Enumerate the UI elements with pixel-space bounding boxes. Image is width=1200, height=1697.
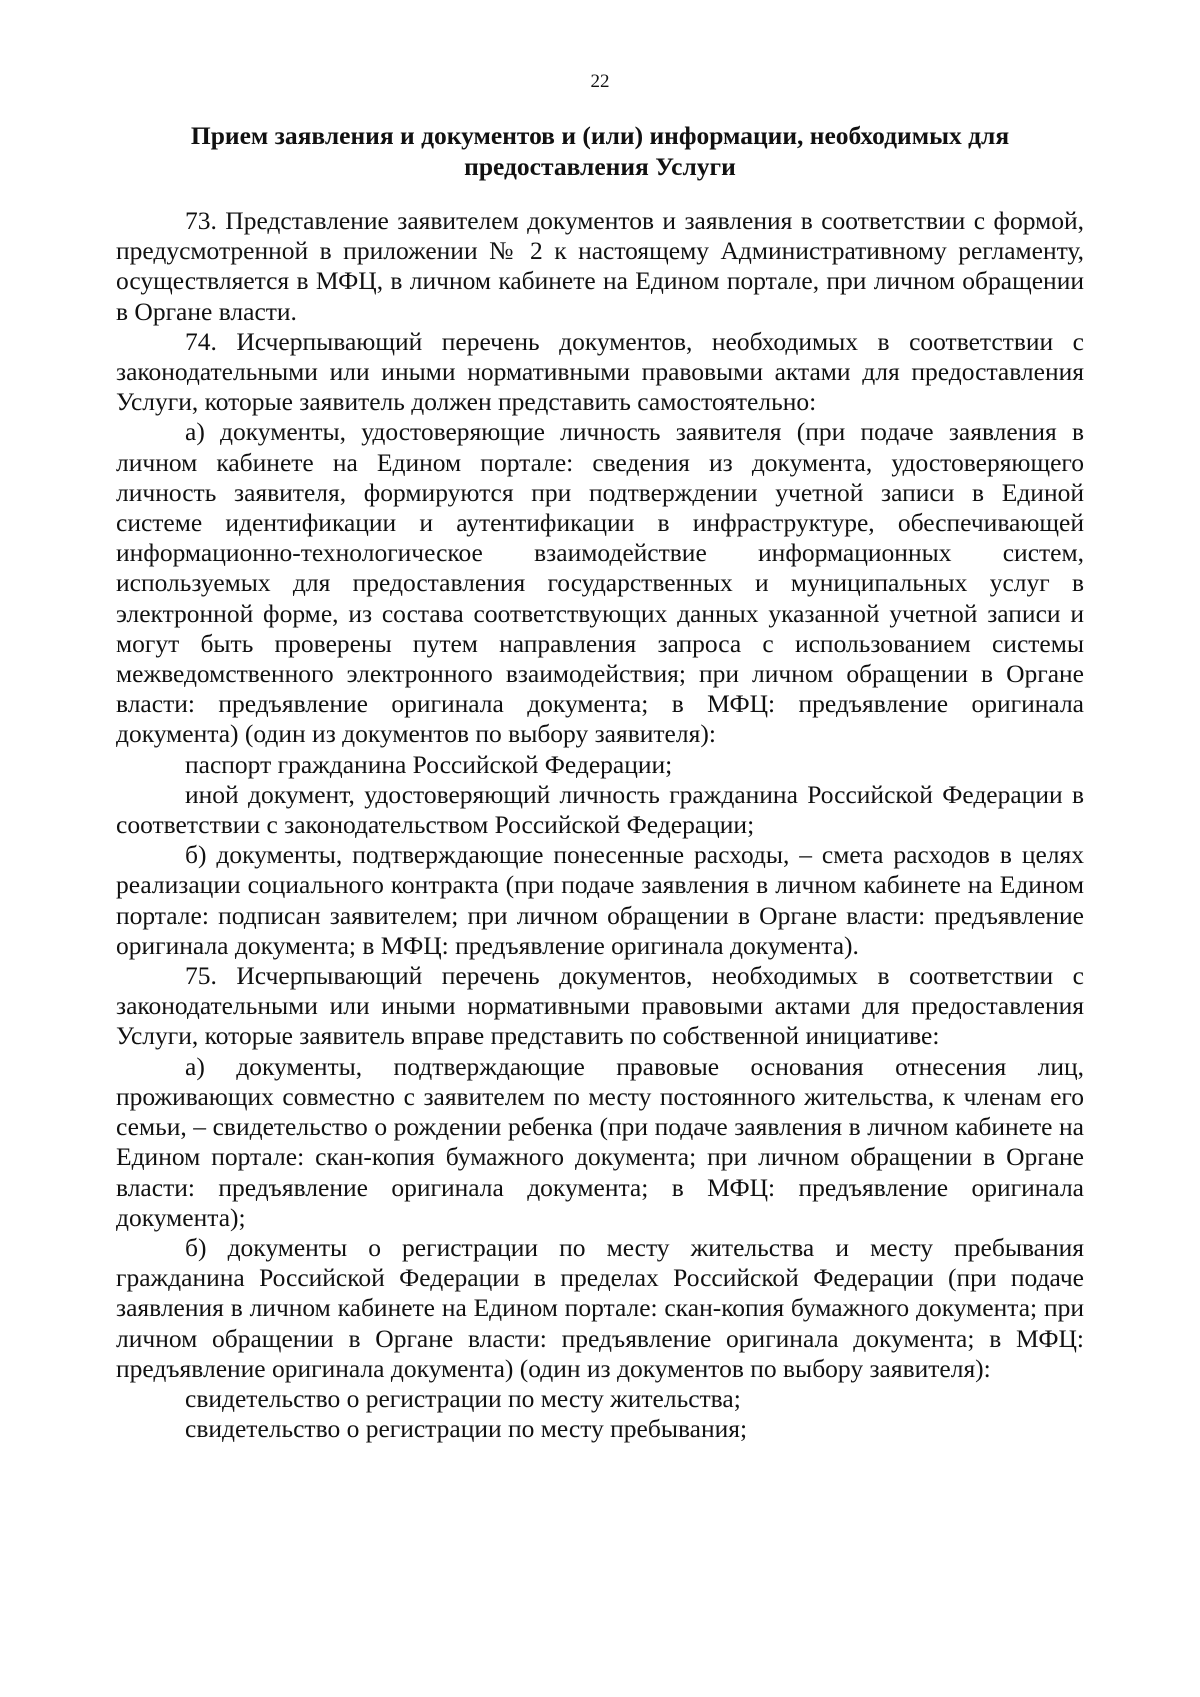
paragraph-74-b: б) документы, подтверждающие понесенные расходы, – смета расходов в целях реализации социального контракта (при подаче заявления в личном кабинете на Едином портале: подписан заявителем; при личном обращении в Органе власти: предъявление оригинала документа; в МФЦ: предъявление оригинала документа).	[116, 840, 1084, 960]
paragraph-75: 75. Исчерпывающий перечень документов, необходимых в соответствии с законодательными или иными нормативными правовыми актами для предоставления Услуги, которые заявитель вправе представить по собственной инициативе:	[116, 961, 1084, 1051]
list-item-residence-certificate: свидетельство о регистрации по месту жительства;	[185, 1383, 741, 1413]
paragraph-74-a: а) документы, удостоверяющие личность заявителя (при подаче заявления в личном кабинете на Едином портале: сведения из документа, удостоверяющего личность заявителя, формируются при подтверждении учетной записи в Единой системе идентификации и аутентификации в инфраструктуре, обеспечивающей информационно-технологическое взаимодействие информационных систем, используемых для предоставления государственных и муниципальных услуг в электронной форме, из состава соответствующих данных указанной учетной записи и могут быть проверены путем направления запроса с использованием системы межведомственного электронного взаимодействия; при личном обращении в Органе власти: предъявление оригинала документа; в МФЦ: предъявление оригинала документа) (один из документов по выбору заявителя):	[116, 417, 1084, 749]
page-number: 22	[590, 71, 610, 92]
list-item-stay-certificate: свидетельство о регистрации по месту пребывания;	[185, 1414, 748, 1444]
paragraph-75-a: а) документы, подтверждающие правовые основания отнесения лиц, проживающих совместно с заявителем по месту постоянного жительства, к членам его семьи, – свидетельство о рождении ребенка (при подаче заявления в личном кабинете на Едином портале: скан-копия бумажного документа; при личном обращении в Органе власти: предъявление оригинала документа; в МФЦ: предъявление оригинала документа);	[116, 1051, 1084, 1232]
list-item-passport: паспорт гражданина Российской Федерации;	[185, 749, 673, 779]
paragraph-75-b: б) документы о регистрации по месту жительства и месту пребывания гражданина Российской Федерации в пределах Российской Федерации (при подаче заявления в личном кабинете на Едином портале: скан-копия бумажного документа; при личном обращении в Органе власти: предъявление оригинала документа; в МФЦ: предъявление оригинала документа) (один из документов по выбору заявителя):	[116, 1232, 1084, 1383]
list-item-other-id: иной документ, удостоверяющий личность гражданина Российской Федерации в соответствии с законодательством Российской Федерации;	[116, 779, 1084, 840]
paragraph-74: 74. Исчерпывающий перечень документов, необходимых в соответствии с законодательными или иными нормативными правовыми актами для предоставления Услуги, которые заявитель должен представить самостоятельно:	[116, 326, 1084, 417]
section-heading: Прием заявления и документов и (или) информации, необходимых для предоставления Услуги	[190, 121, 1010, 181]
paragraph-73: 73. Представление заявителем документов и заявления в соответствии с формой, предусмотренной в приложении № 2 к настоящему Административному регламенту, осуществляется в МФЦ, в личном кабинете на Едином портале, при личном обращении в Органе власти.	[116, 206, 1084, 326]
document-body	[116, 206, 1084, 1444]
